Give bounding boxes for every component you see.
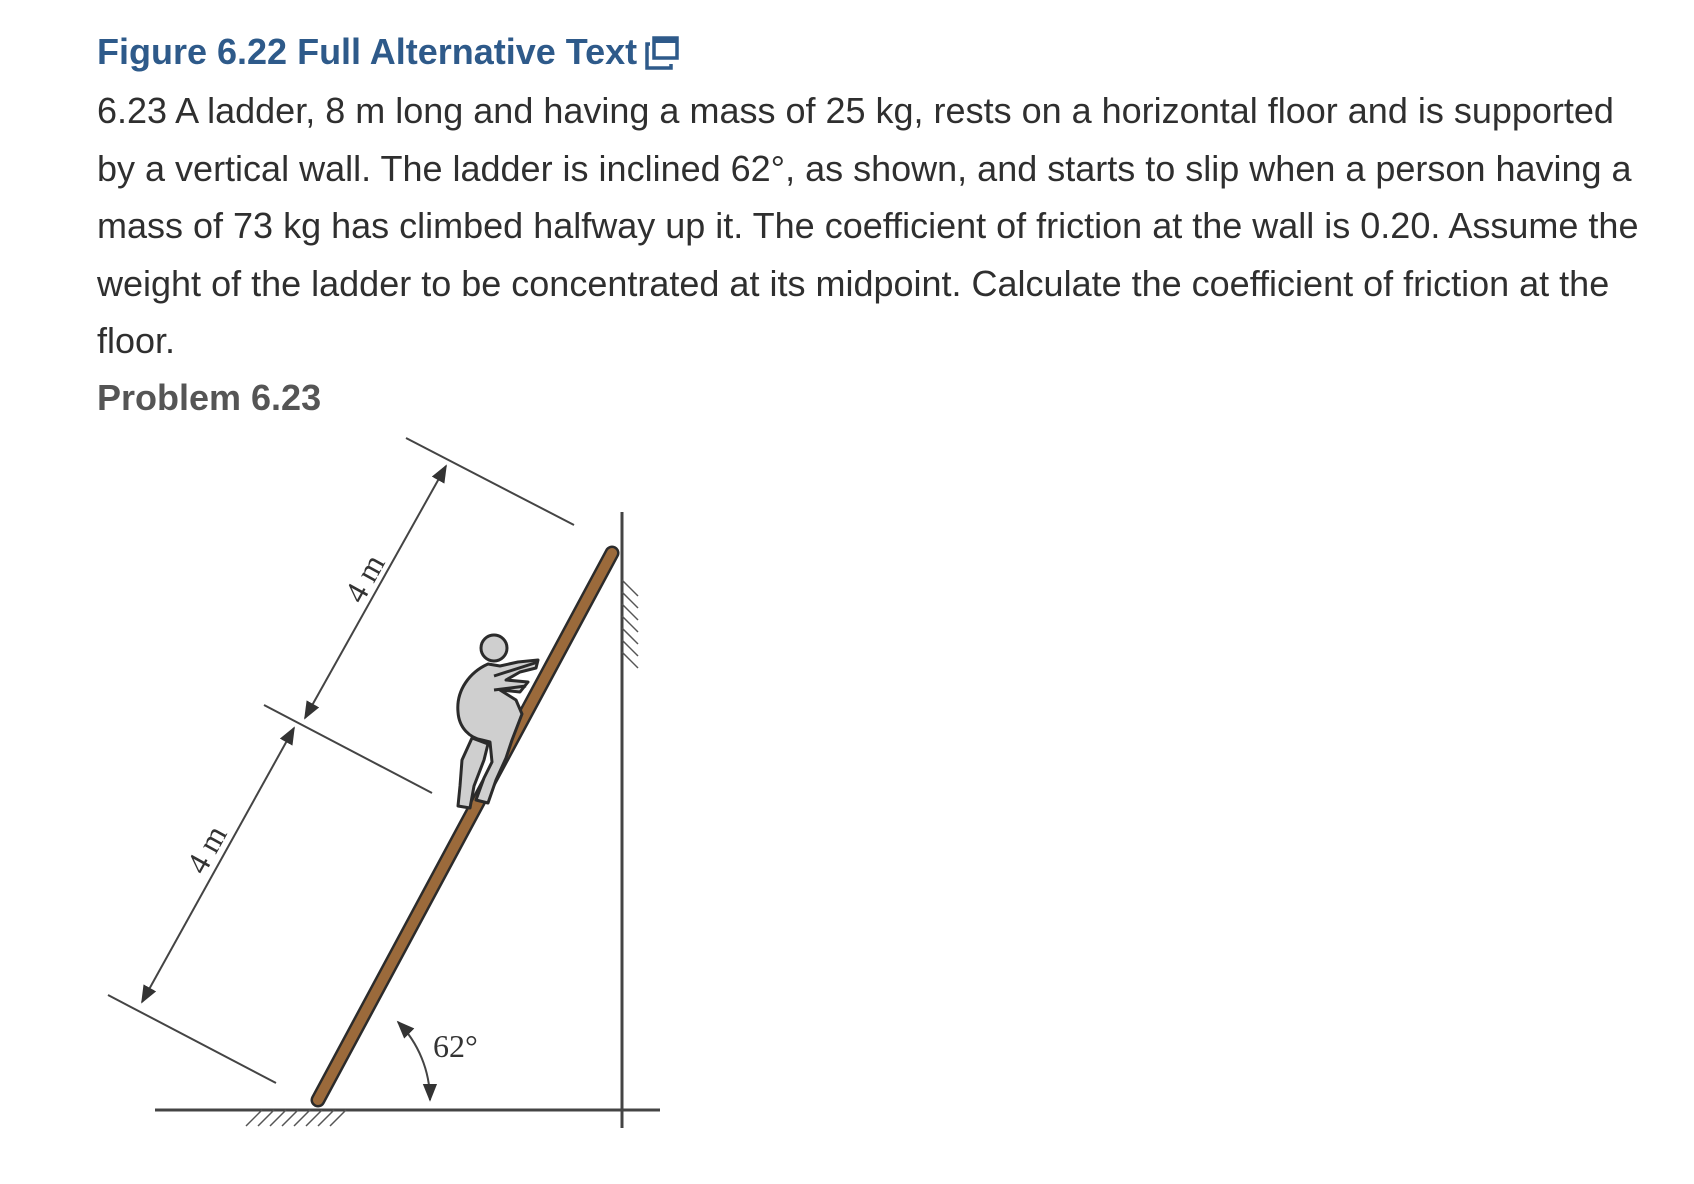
angle-arc <box>398 1022 430 1100</box>
angle-label: 62° <box>433 1028 478 1064</box>
lower-dimension-label: 4 m <box>178 819 234 880</box>
ladder <box>318 553 612 1100</box>
person-head <box>481 635 507 661</box>
floor-hatch <box>246 1110 346 1126</box>
mid-extension-line <box>264 705 432 793</box>
problem-text: 6.23 A ladder, 8 m long and having a mass of 25 kg, rests on a horizontal floor and is supported by a vertical wall. The ladder is inclined 62°, as shown, and starts to slip when a person having a mass of 73 kg has climbed halfway up it. The coefficient of friction at the wall is 0.20. Assume the weight of the ladder to be concentrated at its midpoint. Calculate the coefficient of friction at the floor. <box>97 90 1639 361</box>
upper-dimension-label: 4 m <box>336 548 392 609</box>
problem-label: Problem 6.23 <box>97 376 322 418</box>
bottom-extension-line <box>108 995 276 1083</box>
wall-hatch <box>622 580 638 668</box>
top-extension-line <box>406 438 574 525</box>
figure-link-label: Figure 6.22 Full Alternative Text <box>97 31 638 72</box>
